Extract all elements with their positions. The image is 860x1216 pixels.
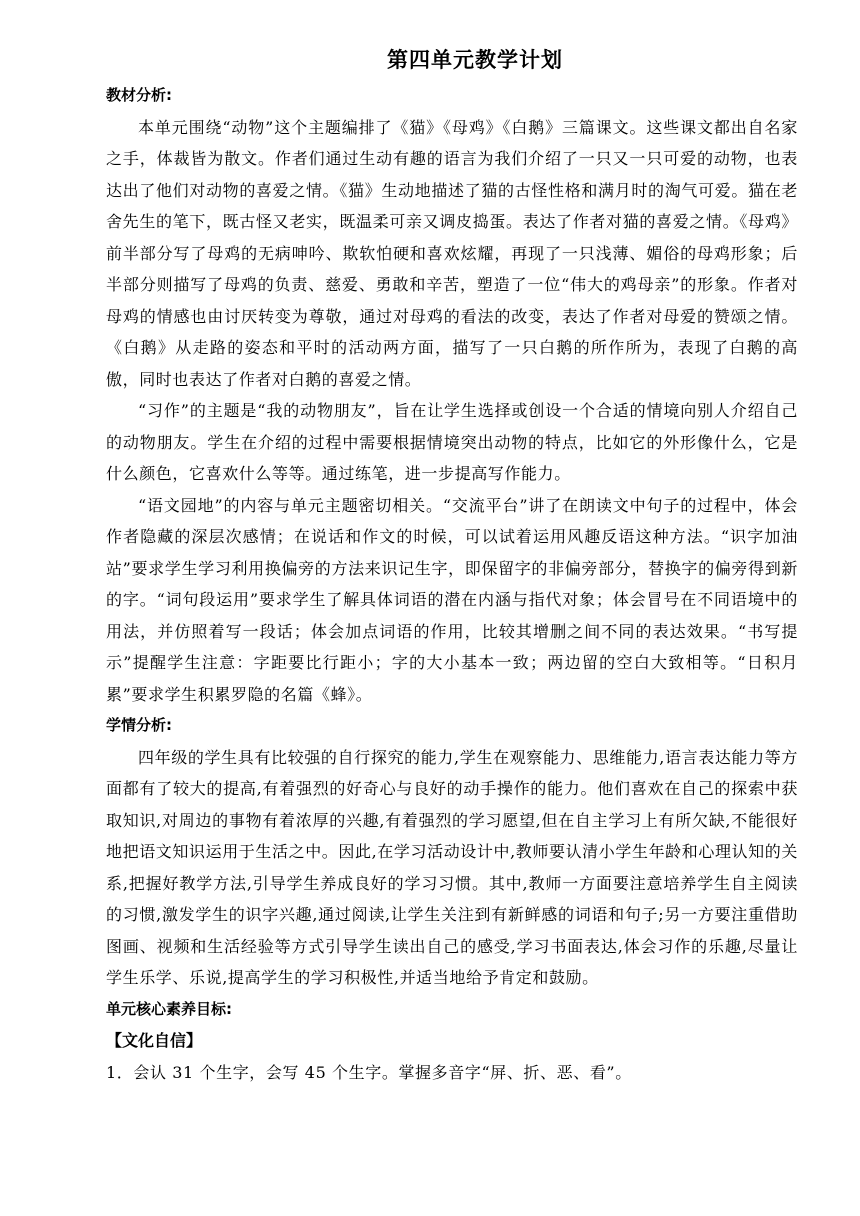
paragraph-textbook-3: “语文园地”的内容与单元主题密切相关。“交流平台”讲了在朗读文中句子的过程中，体会作者隐藏的深层次感情；在说话和作文的时候，可以试着运用风趣反语这种方法。“识字加油站”要求学生学习利用换偏旁的方法来识记生字，即保留字的非偏旁部分，替换字的偏旁得到新的字。“词句段运用”要求学生了解具体词语的潜在内涵与指代对象；体会冒号在不同语境中的用法，并仿照着写一段话；体会加点词语的作用，比较其增删之间不同的表达效果。“书写提示”提醒学生注意：字距要比行距小；字的大小基本一致；两边留的空白大致相等。“日积月累”要求学生积累罗隐的名篇《蜂》。	[106, 495, 798, 704]
document-title: 第四单元教学计划	[387, 48, 563, 72]
document-body	[106, 80, 798, 1088]
section-heading-student-analysis: 学情分析:	[106, 716, 172, 734]
paragraph-textbook-1: 本单元围绕“动物”这个主题编排了《猫》《母鸡》《白鹅》三篇课文。这些课文都出自名家之手，体裁皆为散文。作者们通过生动有趣的语言为我们介绍了一只又一只可爱的动物，也表达出了他们对动物的喜爱之情。《猫》生动地描述了猫的古怪性格和满月时的淘气可爱。猫在老舍先生的笔下，既古怪又老实，既温柔可亲又调皮捣蛋。表达了作者对猫的喜爱之情。《母鸡》前半部分写了母鸡的无病呻吟、欺软怕硬和喜欢炫耀，再现了一只浅薄、媚俗的母鸡形象；后半部分则描写了母鸡的负责、慈爱、勇敢和辛苦，塑造了一位“伟大的鸡母亲”的形象。作者对母鸡的情感也由讨厌转变为尊敬，通过对母鸡的看法的改变，表达了作者对母爱的赞颂之情。《白鹅》从走路的姿态和平时的活动两方面，描写了一只白鹅的所作所为，表现了白鹅的高傲，同时也表达了作者对白鹅的喜爱之情。	[106, 117, 798, 389]
paragraph-textbook-2: “习作”的主题是“我的动物朋友”，旨在让学生选择或创设一个合适的情境向别人介绍自己的动物朋友。学生在介绍的过程中需要根据情境突出动物的特点，比如它的外形像什么，它是什么颜色，它喜欢什么等等。通过练笔，进一步提高写作能力。	[106, 401, 798, 483]
section-heading-core-goals: 单元核心素养目标:	[106, 999, 232, 1018]
paragraph-students-1: 四年级的学生具有比较强的自行探究的能力,学生在观察能力、思维能力,语言表达能力等方面都有了较大的提高,有着强烈的好奇心与良好的动手操作的能力。他们喜欢在自己的探索中获取知识,对周边的事物有着浓厚的兴趣,有着强烈的学习愿望,但在自主学习上有所欠缺,不能很好地把语文知识运用于生活之中。因此,在学习活动设计中,教师要认清小学生年龄和心理认知的关系,把握好教学方法,引导学生养成良好的学习习惯。其中,教师一方面要注意培养学生自主阅读的习惯,激发学生的识字兴趣,通过阅读,让学生关注到有新鲜感的词语和句子;另一方要注重借助图画、视频和生活经验等方式引导学生读出自己的感受,学习书面表达,体会习作的乐趣,尽量让学生乐学、乐说,提高学生的学习积极性,并适当地给予肯定和鼓励。	[106, 747, 798, 987]
goal-item-1: 1．会认 31 个生字，会写 45 个生字。掌握多音字“屏、折、恶、看”。	[106, 1062, 632, 1082]
subheading-cultural-confidence: 【文化自信】	[106, 1031, 203, 1050]
section-heading-textbook-analysis: 教材分析:	[106, 86, 172, 104]
